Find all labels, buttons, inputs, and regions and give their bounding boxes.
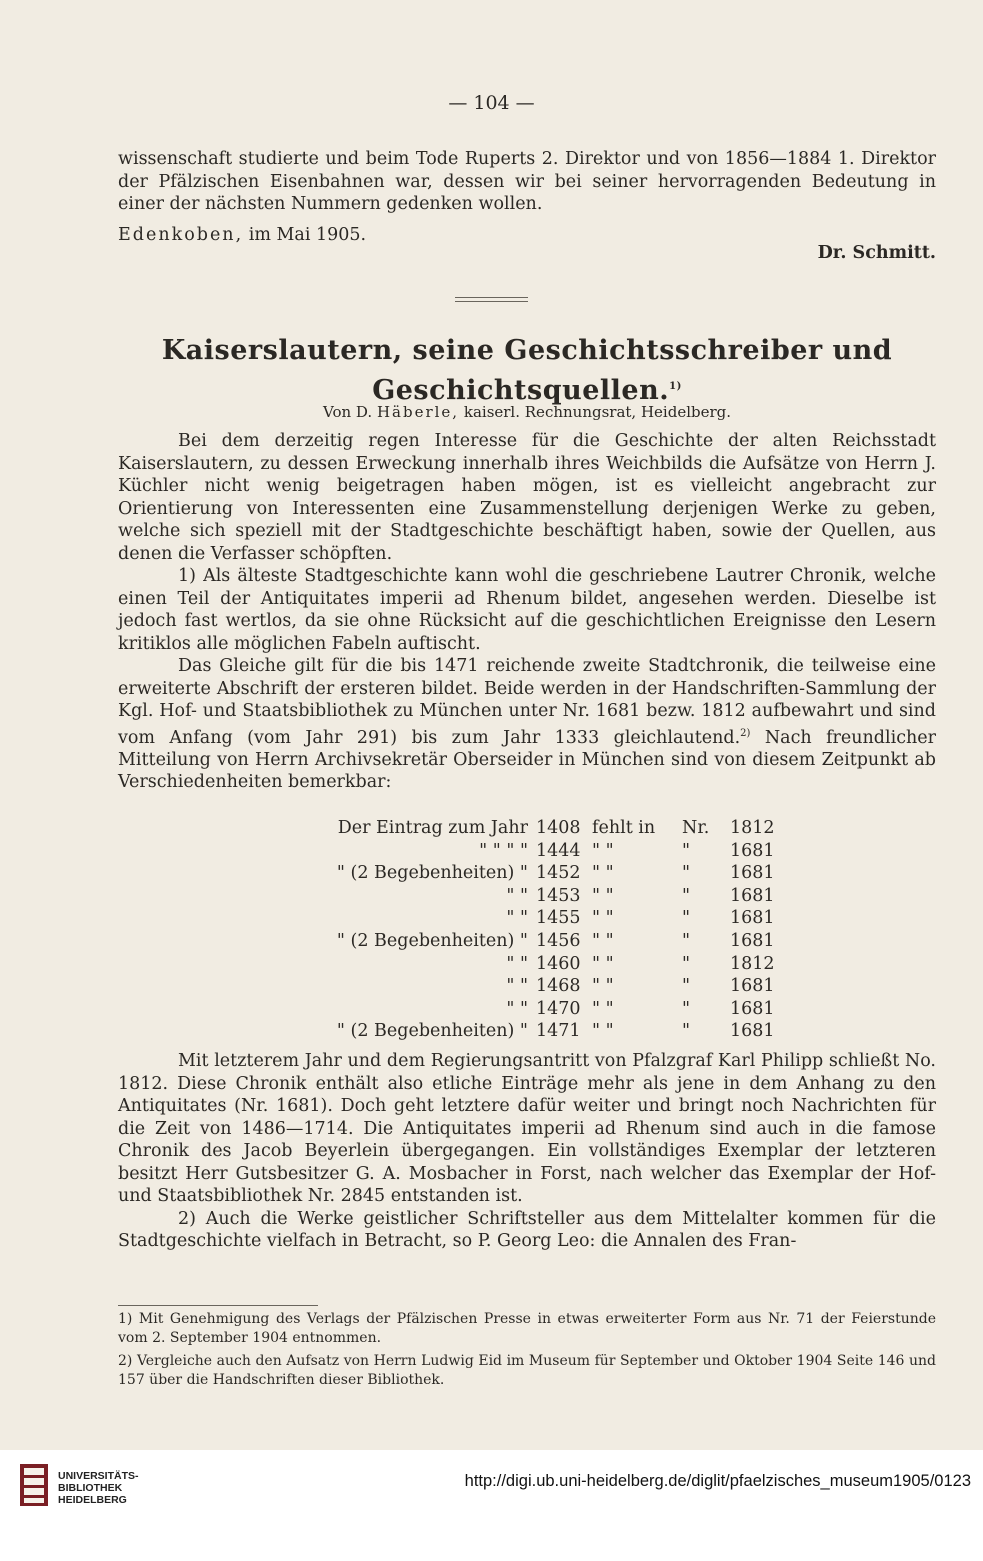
footnote-2: 2) Vergleiche auch den Aufsatz von Herrn Ludwig Eid im Museum für September und Oktober 1904 Seite 146 und 157 über die Handschriften dieser Bibliothek.: [118, 1353, 936, 1388]
entry-nr: ": [682, 1021, 691, 1042]
entry-label: " ": [506, 953, 528, 974]
entry-status: " ": [592, 908, 614, 929]
entry-nr: ": [682, 976, 691, 997]
intro-block: [118, 148, 936, 265]
entry-value: 1681: [730, 976, 775, 997]
paragraph-3-text-a: Das Gleiche gilt für die bis 1471 reichende zweite Stadtchronik, die teilweise eine erweiterte Abschrift der ersteren bildet. Beide werden in der Handschriften-Sammlung der Kgl. Hof- und Staatsbibliothek zu München unter Nr. 1681 bezw. 1812 aufbewahrt und sind vom Anfang (vom Jahr 291) bis zum Jahr 1333 gleichlautend.: [118, 656, 936, 748]
entry-year: 1452: [536, 863, 581, 884]
paragraph-3-text-b: Nach freundlicher Mitteilung von Herrn Archivsekretär Oberseider in München sind von diesem Zeitpunkt ab Verschiedenheiten bemerkbar:: [118, 727, 936, 793]
place-name: Edenkoben,: [118, 224, 244, 245]
paragraph-3: [118, 655, 936, 794]
entry-status: " ": [592, 930, 614, 951]
table-row: [260, 817, 790, 840]
institution-name: [58, 1470, 139, 1506]
entry-year: 1471: [536, 1021, 581, 1042]
title-footnote-mark: 1): [669, 381, 682, 392]
institution-line-3: HEIDELBERG: [58, 1494, 127, 1506]
entry-status: " ": [592, 953, 614, 974]
entry-nr: ": [682, 885, 691, 906]
university-seal-icon: [18, 1462, 50, 1508]
entry-year: 1444: [536, 840, 581, 861]
entry-value: 1681: [730, 885, 775, 906]
entry-status: fehlt in: [592, 818, 656, 838]
entry-nr: ": [682, 840, 691, 861]
entry-nr: ": [682, 998, 691, 1019]
entry-status: " ": [592, 976, 614, 997]
entry-status: " ": [592, 885, 614, 906]
date-text: im Mai 1905.: [248, 224, 367, 245]
entry-status: " ": [592, 998, 614, 1019]
table-row: [260, 840, 790, 863]
entry-value: 1812: [730, 818, 775, 838]
table-row: [260, 975, 790, 998]
entry-year: 1470: [536, 998, 581, 1019]
entry-value: 1681: [730, 998, 775, 1019]
author-name: Häberle,: [376, 403, 460, 421]
entry-status: " ": [592, 863, 614, 884]
paragraph-4: Mit letzterem Jahr und dem Regierungsantritt von Pfalzgraf Karl Philipp schließt No. 1812. Diese Chronik enthält also etliche Einträge mehr als jene in dem Anhang zu den Antiquitates (Nr. 1681). Doch geht letztere dafür weiter und bringt noch Nachrichten für die Zeit von 1486—1714. Die Antiquitates imperii ad Rhenum sind auch in die famose Chronik des Jacob Beyerlein übergegangen. Ein vollständiges Exemplar der letzteren besitzt Herr Gutsbesitzer G. A. Mosbacher in Forst, nach welcher das Exemplar der Hof- und Staatsbibliothek Nr. 2845 entstanden ist.: [118, 1051, 936, 1206]
paragraph-5: 2) Auch die Werke geistlicher Schriftsteller aus dem Mittelalter kommen für die Stadtgeschichte vielfach in Betracht, so P. Georg Leo: die Annalen des Fran-: [118, 1208, 936, 1251]
entry-value: 1681: [730, 930, 775, 951]
institution-line-1: UNIVERSITÄTS-: [58, 1470, 139, 1482]
entry-value: 1681: [730, 840, 775, 861]
entry-label: " ": [506, 976, 528, 997]
signature: Dr. Schmitt.: [817, 243, 936, 263]
entry-nr: ": [682, 930, 691, 951]
author-prefix: Von D.: [322, 403, 373, 421]
entry-year: 1468: [536, 976, 581, 997]
entry-label: " " " ": [479, 840, 528, 861]
table-row: [260, 885, 790, 908]
entries-table: [260, 817, 790, 1043]
paragraph-1: Bei dem derzeitig regen Interesse für die Geschichte der alten Reichsstadt Kaiserslautern, zu dessen Erweckung innerhalb ihres Weichbilds die Aufsätze von Herrn J. Küchler nicht wenig beigetragen haben mögen, ist es vielleicht angebracht zur Orientierung von Interessenten eine Zusammenstellung derjenigen Werke zu geben, welche sich speziell mit der Stadtgeschichte beschäftigt haben, sowie der Quellen, aus denen die Verfasser schöpften.: [118, 431, 936, 564]
footnote-divider: [118, 1305, 318, 1306]
entry-status: " ": [592, 840, 614, 861]
entry-year: 1456: [536, 930, 581, 951]
author-line: [118, 403, 936, 421]
body-block-1: [118, 430, 936, 794]
entry-value: 1812: [730, 953, 775, 974]
body-block-2: [118, 1050, 936, 1253]
table-row: [260, 930, 790, 953]
entry-label: " ": [506, 885, 528, 906]
entry-value: 1681: [730, 908, 775, 929]
entry-label: " ": [506, 998, 528, 1019]
entry-label: " ": [506, 908, 528, 929]
institution-line-2: BIBLIOTHEK: [58, 1482, 123, 1494]
footnote-1: 1) Mit Genehmigung des Verlags der Pfälzischen Presse in etwas erweiterter Form aus Nr. 71 der Feierstunde vom 2. September 1904 entnommen.: [118, 1311, 936, 1346]
entry-status: " ": [592, 1021, 614, 1042]
table-row: [260, 862, 790, 885]
entry-year: 1460: [536, 953, 581, 974]
entry-label: Der Eintrag zum Jahr: [337, 818, 528, 838]
footer-bar: [0, 1450, 983, 1561]
divider-line: [455, 297, 528, 298]
table-row: [260, 1020, 790, 1043]
title-line-2-text: Geschichtsquellen.: [372, 375, 670, 406]
table-row: [260, 907, 790, 930]
entry-label: " (2 Begebenheiten) ": [336, 863, 528, 884]
entry-nr: ": [682, 863, 691, 884]
footnote-ref-2: 2): [740, 727, 751, 739]
entry-label: " (2 Begebenheiten) ": [336, 1021, 528, 1042]
table-row: [260, 953, 790, 976]
divider-line: [455, 301, 528, 302]
entry-nr: Nr.: [682, 818, 710, 838]
table-row: [260, 998, 790, 1021]
article-title: [118, 333, 936, 409]
entry-nr: ": [682, 953, 691, 974]
entry-year: 1408: [536, 818, 581, 838]
title-line-1: Kaiserslautern, seine Geschichtsschreiber und: [161, 335, 893, 366]
entry-year: 1455: [536, 908, 581, 929]
entry-nr: ": [682, 908, 691, 929]
entry-label: " (2 Begebenheiten) ": [336, 930, 528, 951]
author-suffix: kaiserl. Rechnungsrat, Heidelberg.: [463, 403, 732, 421]
entry-year: 1453: [536, 885, 581, 906]
entry-value: 1681: [730, 1021, 775, 1042]
paragraph-2: 1) Als älteste Stadtgeschichte kann wohl die geschriebene Lautrer Chronik, welche einen Teil der Antiquitates imperii ad Rhenum bildet, angesehen werden. Dieselbe ist jedoch fast wertlos, da sie ohne Rücksicht auf die geschichtlichen Ereignisse den Lesern kritiklos alle möglichen Fabeln auftischt.: [118, 566, 936, 654]
intro-paragraph: wissenschaft studierte und beim Tode Ruperts 2. Direktor und von 1856—1884 1. Direktor der Pfälzischen Eisenbahnen war, dessen wir bei seiner hervorragenden Bedeutung in einer der nächsten Nummern gedenken wollen.: [118, 149, 936, 214]
page-number: — 104 —: [448, 92, 535, 114]
entry-value: 1681: [730, 863, 775, 884]
source-url-link[interactable]: http://digi.ub.uni-heidelberg.de/diglit/pfaelzisches_museum1905/0123: [464, 1472, 971, 1490]
